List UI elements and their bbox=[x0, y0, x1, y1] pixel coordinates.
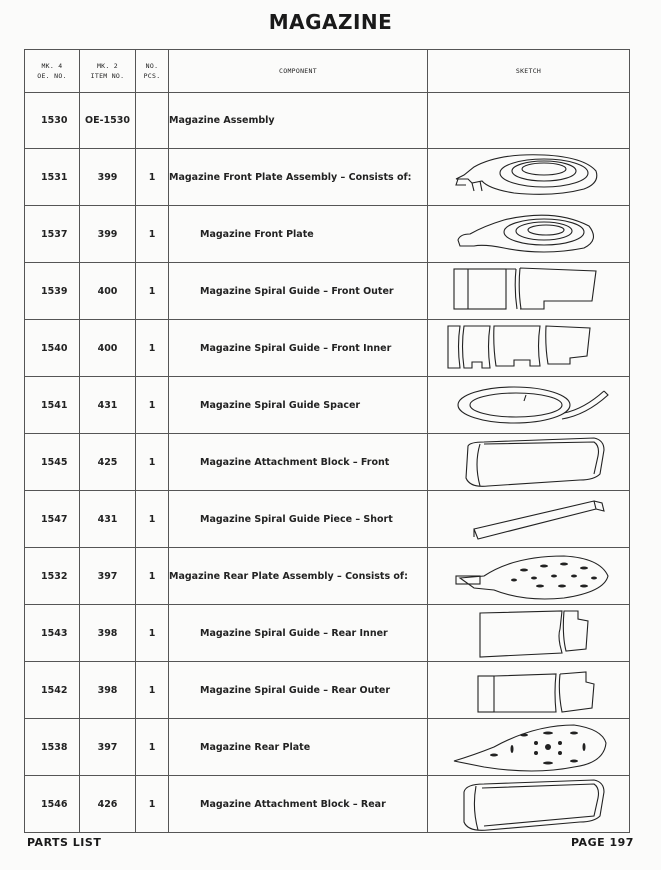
cell-no-pcs: 1 bbox=[136, 491, 169, 548]
cell-mk4-oe-no: 1530 bbox=[25, 93, 80, 149]
cell-mk2-item-no: 431 bbox=[80, 491, 136, 548]
cell-mk4-oe-no: 1531 bbox=[25, 149, 80, 206]
cell-mk2-item-no: 426 bbox=[80, 776, 136, 833]
parts-table bbox=[24, 49, 630, 833]
sketch-rear-plate-icon bbox=[444, 719, 614, 775]
cell-component: Magazine Rear Plate Assembly – Consists of: bbox=[169, 548, 428, 605]
cell-mk2-item-no: 425 bbox=[80, 434, 136, 491]
header-mk2-line2: ITEM NO. bbox=[90, 72, 125, 80]
table-row bbox=[25, 93, 630, 149]
header-no-pcs bbox=[136, 50, 169, 93]
cell-sketch bbox=[428, 776, 630, 833]
header-mk2-line1: MK. 2 bbox=[96, 62, 119, 70]
cell-component: Magazine Spiral Guide – Front Inner bbox=[169, 320, 428, 377]
table-row bbox=[25, 662, 630, 719]
cell-component: Magazine Rear Plate bbox=[169, 719, 428, 776]
cell-sketch bbox=[428, 491, 630, 548]
cell-sketch bbox=[428, 206, 630, 263]
cell-no-pcs: 1 bbox=[136, 719, 169, 776]
cell-sketch bbox=[428, 263, 630, 320]
footer-page-number: PAGE 197 bbox=[571, 836, 634, 849]
sketch-short-piece-icon bbox=[444, 491, 614, 547]
cell-mk2-item-no: OE-1530 bbox=[80, 93, 136, 149]
table-row bbox=[25, 491, 630, 548]
cell-no-pcs: 1 bbox=[136, 548, 169, 605]
cell-mk4-oe-no: 1547 bbox=[25, 491, 80, 548]
sketch-guide-rear-outer-icon bbox=[444, 662, 614, 718]
cell-mk2-item-no: 431 bbox=[80, 377, 136, 434]
cell-mk2-item-no: 400 bbox=[80, 263, 136, 320]
table-row bbox=[25, 434, 630, 491]
cell-sketch bbox=[428, 719, 630, 776]
cell-mk4-oe-no: 1539 bbox=[25, 263, 80, 320]
cell-no-pcs: 1 bbox=[136, 605, 169, 662]
cell-component: Magazine Front Plate bbox=[169, 206, 428, 263]
cell-no-pcs: 1 bbox=[136, 662, 169, 719]
cell-component: Magazine Attachment Block – Front bbox=[169, 434, 428, 491]
cell-no-pcs: 1 bbox=[136, 434, 169, 491]
cell-mk4-oe-no: 1542 bbox=[25, 662, 80, 719]
cell-mk2-item-no: 398 bbox=[80, 662, 136, 719]
cell-sketch bbox=[428, 149, 630, 206]
table-row bbox=[25, 320, 630, 377]
cell-mk2-item-no: 397 bbox=[80, 548, 136, 605]
cell-component: Magazine Attachment Block – Rear bbox=[169, 776, 428, 833]
cell-sketch bbox=[428, 377, 630, 434]
table-row bbox=[25, 206, 630, 263]
sketch-guide-rear-inner-icon bbox=[444, 605, 614, 661]
cell-mk2-item-no: 399 bbox=[80, 149, 136, 206]
cell-sketch bbox=[428, 662, 630, 719]
cell-mk4-oe-no: 1546 bbox=[25, 776, 80, 833]
cell-mk4-oe-no: 1541 bbox=[25, 377, 80, 434]
cell-mk2-item-no: 398 bbox=[80, 605, 136, 662]
cell-sketch bbox=[428, 605, 630, 662]
cell-no-pcs: 1 bbox=[136, 263, 169, 320]
sketch-block-rear-icon bbox=[444, 776, 614, 832]
table-header-row bbox=[25, 50, 630, 93]
header-sketch: SKETCH bbox=[428, 50, 630, 93]
table-row bbox=[25, 263, 630, 320]
sketch-front-plate-assembly-icon bbox=[444, 149, 614, 205]
table-row bbox=[25, 776, 630, 833]
header-mk4-oe-no bbox=[25, 50, 80, 93]
sketch-front-plate-icon bbox=[444, 206, 614, 262]
footer-parts-list: PARTS LIST bbox=[27, 836, 102, 849]
header-mk4-line2: OE. NO. bbox=[37, 72, 67, 80]
cell-component: Magazine Spiral Guide Spacer bbox=[169, 377, 428, 434]
cell-mk4-oe-no: 1538 bbox=[25, 719, 80, 776]
cell-component: Magazine Spiral Guide – Rear Outer bbox=[169, 662, 428, 719]
cell-component: Magazine Spiral Guide Piece – Short bbox=[169, 491, 428, 548]
cell-mk4-oe-no: 1540 bbox=[25, 320, 80, 377]
header-pcs-line1: NO. bbox=[145, 62, 159, 70]
cell-component: Magazine Spiral Guide – Rear Inner bbox=[169, 605, 428, 662]
sketch-block-icon bbox=[444, 434, 614, 490]
cell-mk2-item-no: 399 bbox=[80, 206, 136, 263]
cell-no-pcs: 1 bbox=[136, 149, 169, 206]
cell-component: Magazine Front Plate Assembly – Consists of: bbox=[169, 149, 428, 206]
table-row bbox=[25, 719, 630, 776]
cell-mk2-item-no: 400 bbox=[80, 320, 136, 377]
cell-mk4-oe-no: 1545 bbox=[25, 434, 80, 491]
cell-sketch bbox=[428, 548, 630, 605]
cell-component: Magazine Assembly bbox=[169, 93, 428, 149]
cell-mk4-oe-no: 1537 bbox=[25, 206, 80, 263]
cell-no-pcs bbox=[136, 93, 169, 149]
cell-mk4-oe-no: 1543 bbox=[25, 605, 80, 662]
header-component: COMPONENT bbox=[169, 50, 428, 93]
cell-sketch bbox=[428, 320, 630, 377]
sketch-spacer-icon bbox=[444, 377, 614, 433]
table-row bbox=[25, 149, 630, 206]
table-row bbox=[25, 377, 630, 434]
sketch-guide-front-outer-icon bbox=[444, 263, 614, 319]
header-pcs-line2: PCS. bbox=[143, 72, 161, 80]
cell-sketch bbox=[428, 434, 630, 491]
cell-sketch bbox=[428, 93, 630, 149]
header-mk4-line1: MK. 4 bbox=[41, 62, 63, 70]
cell-no-pcs: 1 bbox=[136, 206, 169, 263]
cell-component: Magazine Spiral Guide – Front Outer bbox=[169, 263, 428, 320]
header-mk2-item-no bbox=[80, 50, 136, 93]
table-row bbox=[25, 548, 630, 605]
page-title: MAGAZINE bbox=[268, 10, 393, 34]
cell-no-pcs: 1 bbox=[136, 320, 169, 377]
cell-no-pcs: 1 bbox=[136, 377, 169, 434]
cell-mk2-item-no: 397 bbox=[80, 719, 136, 776]
cell-mk4-oe-no: 1532 bbox=[25, 548, 80, 605]
sketch-guide-front-inner-icon bbox=[444, 320, 614, 376]
cell-no-pcs: 1 bbox=[136, 776, 169, 833]
sketch-rear-plate-assembly-icon bbox=[444, 548, 614, 604]
table-row bbox=[25, 605, 630, 662]
